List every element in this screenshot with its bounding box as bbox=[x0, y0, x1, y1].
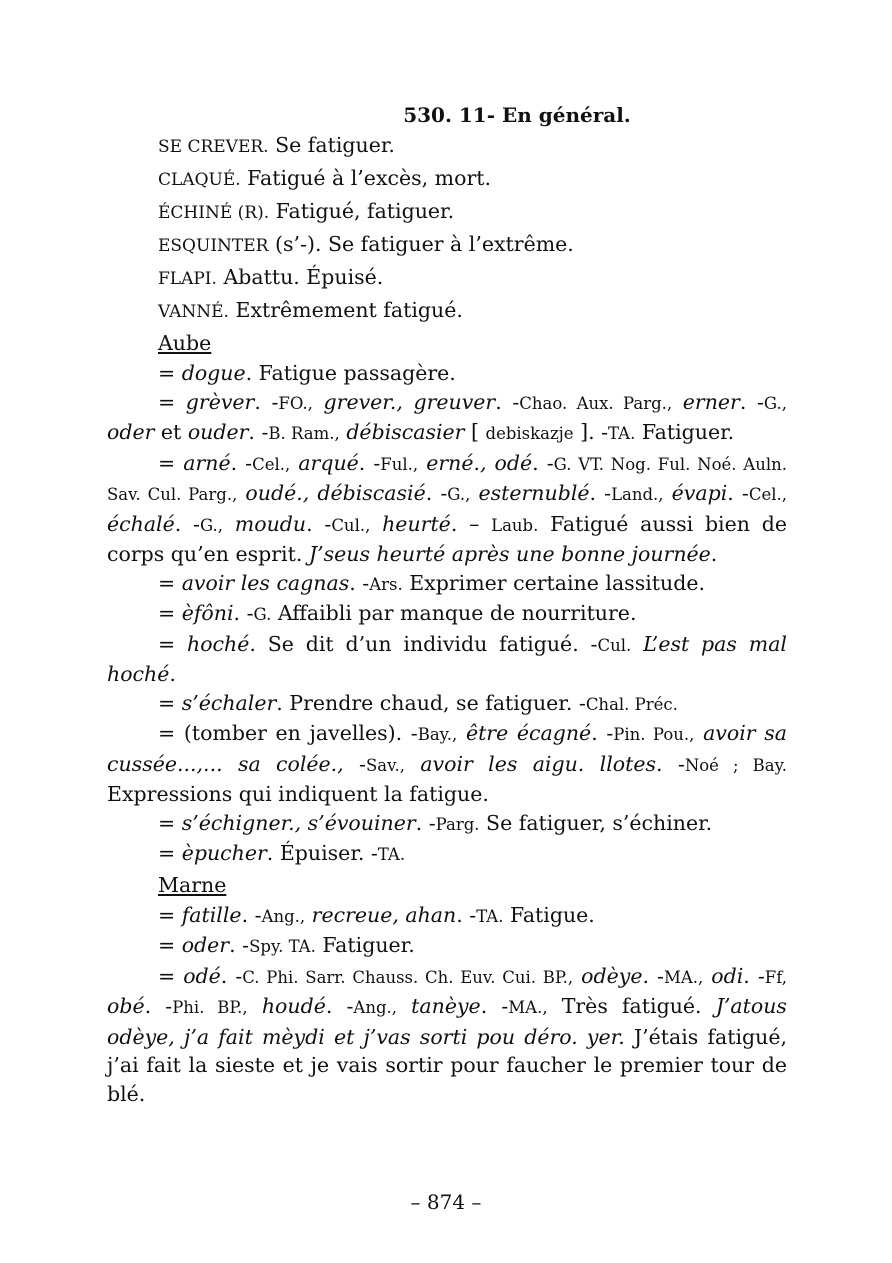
locality-abbrev: Chao. Aux. Parg., bbox=[519, 393, 673, 413]
text-run: Très fatigué. bbox=[547, 994, 716, 1018]
entry-flapi: FLAPI. Abattu. Épuisé. bbox=[158, 265, 384, 289]
italic-term: obé bbox=[107, 994, 145, 1018]
italic-term: grever., greuver bbox=[323, 389, 496, 414]
text-run: . - bbox=[656, 751, 685, 776]
text-run: . - bbox=[349, 570, 370, 595]
text-run bbox=[672, 390, 683, 414]
locality-abbrev: Ful., bbox=[380, 454, 419, 474]
text-run: . - bbox=[358, 450, 381, 475]
entry-echine: ÉCHINÉ (R). Fatigué, fatiguer. bbox=[158, 199, 455, 223]
text-run: = bbox=[158, 902, 182, 927]
text-run: . - bbox=[229, 933, 250, 957]
text-run: . - bbox=[233, 601, 254, 625]
italic-term: évapi bbox=[671, 481, 728, 505]
text-run bbox=[664, 481, 672, 505]
italic-term: heurté bbox=[382, 511, 451, 536]
text-run: . - bbox=[174, 511, 200, 536]
text-run: . - bbox=[230, 450, 253, 475]
italic-term: grèver bbox=[185, 389, 255, 414]
italic-term: erné., odé bbox=[426, 450, 533, 475]
text-run: . - bbox=[532, 450, 554, 475]
text-run bbox=[573, 964, 581, 988]
italic-term: fatille bbox=[181, 902, 242, 927]
locality-abbrev: G., bbox=[447, 485, 471, 504]
text-run: = bbox=[158, 389, 186, 414]
italic-term: recreue, ahan bbox=[311, 902, 457, 927]
text-run: . - bbox=[456, 902, 477, 927]
text-run: = bbox=[158, 841, 182, 865]
text-run: . - bbox=[415, 810, 436, 835]
text-run: = bbox=[158, 810, 182, 835]
locality-abbrev: Land., bbox=[611, 485, 664, 504]
entry-claque: CLAQUÉ. Fatigué à l’excès, mort. bbox=[158, 166, 492, 190]
text-run: = bbox=[158, 450, 184, 475]
locality-abbrev: MA., bbox=[663, 967, 704, 987]
italic-term: L’est pas mal hoché bbox=[107, 631, 787, 686]
locality-abbrev: G., bbox=[199, 515, 224, 535]
italic-term: oder bbox=[181, 933, 230, 957]
text-run: Expressions qui indiquent la fatigue. bbox=[107, 782, 489, 806]
italic-term: débiscasier bbox=[346, 420, 465, 444]
text-run bbox=[223, 512, 235, 536]
italic-term: avoir les cagnas bbox=[181, 570, 350, 595]
locality-abbrev: TA. bbox=[608, 424, 636, 443]
entry-se-crever: SE CREVER. Se fatiguer. bbox=[158, 133, 395, 157]
locality-abbrev: Cel., bbox=[748, 485, 787, 504]
locality-abbrev: C. Phi. Sarr. Chauss. Ch. Euv. Cui. BP., bbox=[242, 967, 574, 987]
text-run bbox=[397, 994, 411, 1018]
text-run: . - bbox=[325, 994, 354, 1018]
locality-abbrev: Cul., bbox=[331, 515, 371, 535]
locality-abbrev: Cel., bbox=[252, 454, 291, 474]
section-heading: 530. 11- En général. bbox=[403, 103, 631, 127]
locality-abbrev: Parg. bbox=[435, 814, 480, 834]
text-run: = bbox=[158, 690, 182, 715]
text-run: . Épuiser. - bbox=[266, 841, 378, 865]
text-run: . - bbox=[743, 963, 765, 988]
text-run bbox=[370, 512, 382, 536]
paragraph bbox=[107, 388, 787, 449]
text-run bbox=[405, 752, 420, 776]
region-marne: Marne bbox=[158, 872, 227, 897]
italic-term: odé bbox=[183, 963, 221, 988]
italic-term: èpucher bbox=[181, 841, 267, 865]
paragraph bbox=[107, 901, 787, 932]
italic-term: J’atous odèye, j’a fait mèydi et j’vas sorti pou déro. yer. bbox=[107, 994, 787, 1049]
italic-term: moudu bbox=[234, 511, 307, 536]
locality-abbrev: Spy. TA. bbox=[249, 937, 316, 956]
italic-term: arqué bbox=[298, 450, 359, 475]
text-run: . - bbox=[144, 994, 173, 1018]
page-number: – 874 – bbox=[410, 1190, 482, 1214]
italic-term: avoir les aigu. llotes bbox=[420, 751, 657, 776]
text-run: . – bbox=[450, 511, 492, 536]
text-run: . - bbox=[727, 481, 749, 505]
text-run: = bbox=[158, 631, 188, 656]
locality-abbrev: TA. bbox=[377, 845, 406, 864]
text-run: et bbox=[154, 420, 188, 444]
text-run bbox=[313, 390, 324, 414]
text-run: . - bbox=[220, 963, 243, 988]
text-run: Fatiguer. bbox=[315, 933, 415, 957]
page-body bbox=[107, 100, 787, 1108]
text-run: . - bbox=[480, 994, 509, 1018]
italic-term: avoir sa cussée...,... sa colée., bbox=[107, 721, 787, 776]
locality-abbrev: Chal. Préc. bbox=[585, 694, 678, 714]
italic-term: odi bbox=[711, 963, 744, 988]
paragraph bbox=[107, 689, 787, 720]
paragraph bbox=[107, 599, 787, 630]
italic-term: arné bbox=[183, 450, 231, 475]
text-run: J’étais fatigué, j’ai fait la sieste et je vais sortir pour faucher le premier tour de blé. bbox=[107, 1024, 787, 1106]
text-run: . Se dit d’un individu fatigué. - bbox=[249, 631, 598, 656]
text-run: Fatigue. bbox=[503, 902, 595, 927]
italic-term: houdé bbox=[261, 994, 326, 1018]
region-aube: Aube bbox=[158, 331, 212, 355]
locality-abbrev: Ang., bbox=[261, 906, 306, 926]
locality-abbrev: Ars. bbox=[369, 574, 403, 594]
locality-abbrev: G. VT. Nog. Ful. Noé. Auln. Sav. Cul. Parg., bbox=[107, 454, 787, 504]
italic-term: oudé., débiscasié bbox=[245, 481, 426, 505]
paragraph bbox=[107, 630, 787, 689]
italic-term: oder bbox=[107, 420, 155, 444]
text-run bbox=[694, 721, 703, 745]
italic-term: dogue bbox=[181, 361, 246, 385]
locality-abbrev: Pin. Pou., bbox=[613, 725, 695, 744]
text-run: Exprimer certaine lassitude. bbox=[402, 570, 705, 595]
text-run: . - bbox=[248, 420, 269, 444]
italic-term: hoché bbox=[187, 631, 250, 656]
italic-term: échalé bbox=[107, 511, 175, 536]
paragraph bbox=[107, 359, 787, 388]
text-run: = bbox=[158, 601, 182, 625]
text-run: . - bbox=[241, 902, 262, 927]
text-run: . - bbox=[642, 963, 664, 988]
locality-abbrev: Phi. BP., bbox=[172, 998, 248, 1017]
text-run: Se fatiguer, s’échiner. bbox=[479, 810, 713, 835]
text-run: . bbox=[710, 542, 718, 566]
locality-abbrev: G., bbox=[763, 393, 787, 413]
italic-term: erner bbox=[682, 389, 740, 414]
text-run: . - bbox=[495, 389, 520, 414]
text-run: . Fatigue passagère. bbox=[245, 361, 456, 385]
paragraph bbox=[107, 931, 787, 962]
locality-abbrev: Ff, bbox=[764, 967, 787, 987]
locality-abbrev: Noé ; Bay. bbox=[684, 755, 787, 775]
italic-term: s’échaler bbox=[181, 690, 277, 715]
text-run: . - bbox=[254, 389, 279, 414]
text-run: . - bbox=[589, 481, 612, 505]
text-run bbox=[457, 721, 466, 745]
text-run: . - bbox=[425, 481, 448, 505]
locality-abbrev: Laub. bbox=[491, 515, 539, 535]
text-run: . bbox=[169, 662, 176, 686]
entry-vanne: VANNÉ. Extrêmement fatigué. bbox=[158, 298, 463, 322]
italic-term: esternublé bbox=[478, 481, 590, 505]
italic-term: tanèye bbox=[411, 994, 481, 1018]
locality-abbrev: Sav., bbox=[365, 755, 405, 775]
locality-abbrev: TA. bbox=[476, 906, 504, 926]
text-run: Fatiguer. bbox=[635, 420, 735, 444]
italic-term: être écagné bbox=[465, 721, 592, 745]
text-run bbox=[418, 451, 426, 475]
paragraph bbox=[107, 839, 787, 870]
text-run: = bbox=[158, 963, 184, 988]
text-run: - bbox=[343, 751, 366, 776]
text-run: = bbox=[158, 570, 182, 595]
italic-term: s’échigner., s’évouiner bbox=[181, 810, 416, 835]
text-run: Fatigué aussi bien de corps qu’en esprit. bbox=[107, 511, 787, 566]
paragraph bbox=[107, 809, 787, 840]
paragraph bbox=[107, 719, 787, 809]
text-run: . - bbox=[591, 721, 614, 745]
locality-abbrev: Ang., bbox=[353, 998, 398, 1017]
text-run: [ bbox=[464, 420, 486, 444]
text-run: . - bbox=[306, 511, 332, 536]
text-run bbox=[248, 994, 262, 1018]
locality-abbrev: Cul. bbox=[597, 635, 632, 655]
locality-abbrev: B. Ram., bbox=[268, 424, 340, 443]
italic-term: odèye bbox=[581, 963, 643, 988]
locality-abbrev: debiskazje bbox=[485, 424, 574, 443]
text-run: Affaibli par manque de nourriture. bbox=[271, 601, 637, 625]
italic-term: J’seus heurté après une bonne journée bbox=[308, 542, 711, 566]
paragraph bbox=[107, 569, 787, 600]
locality-abbrev: MA., bbox=[508, 998, 548, 1017]
locality-abbrev: Bay., bbox=[417, 725, 458, 744]
locality-abbrev: G. bbox=[253, 605, 272, 624]
text-run bbox=[631, 632, 643, 656]
text-run: . - bbox=[739, 389, 764, 414]
text-run: . Prendre chaud, se fatiguer. - bbox=[276, 690, 586, 715]
text-run: ]. - bbox=[573, 420, 609, 444]
text-run: = (tomber en javelles). - bbox=[158, 721, 418, 745]
text-run: = bbox=[158, 361, 182, 385]
entry-esquinter: ESQUINTER (s’-). Se fatiguer à l’extrême. bbox=[158, 232, 574, 256]
italic-term: ouder bbox=[187, 420, 249, 444]
italic-term: èfôni bbox=[181, 601, 234, 625]
paragraph bbox=[107, 449, 787, 569]
text-run: = bbox=[158, 933, 182, 957]
paragraph bbox=[107, 962, 787, 1109]
locality-abbrev: FO., bbox=[278, 393, 313, 413]
